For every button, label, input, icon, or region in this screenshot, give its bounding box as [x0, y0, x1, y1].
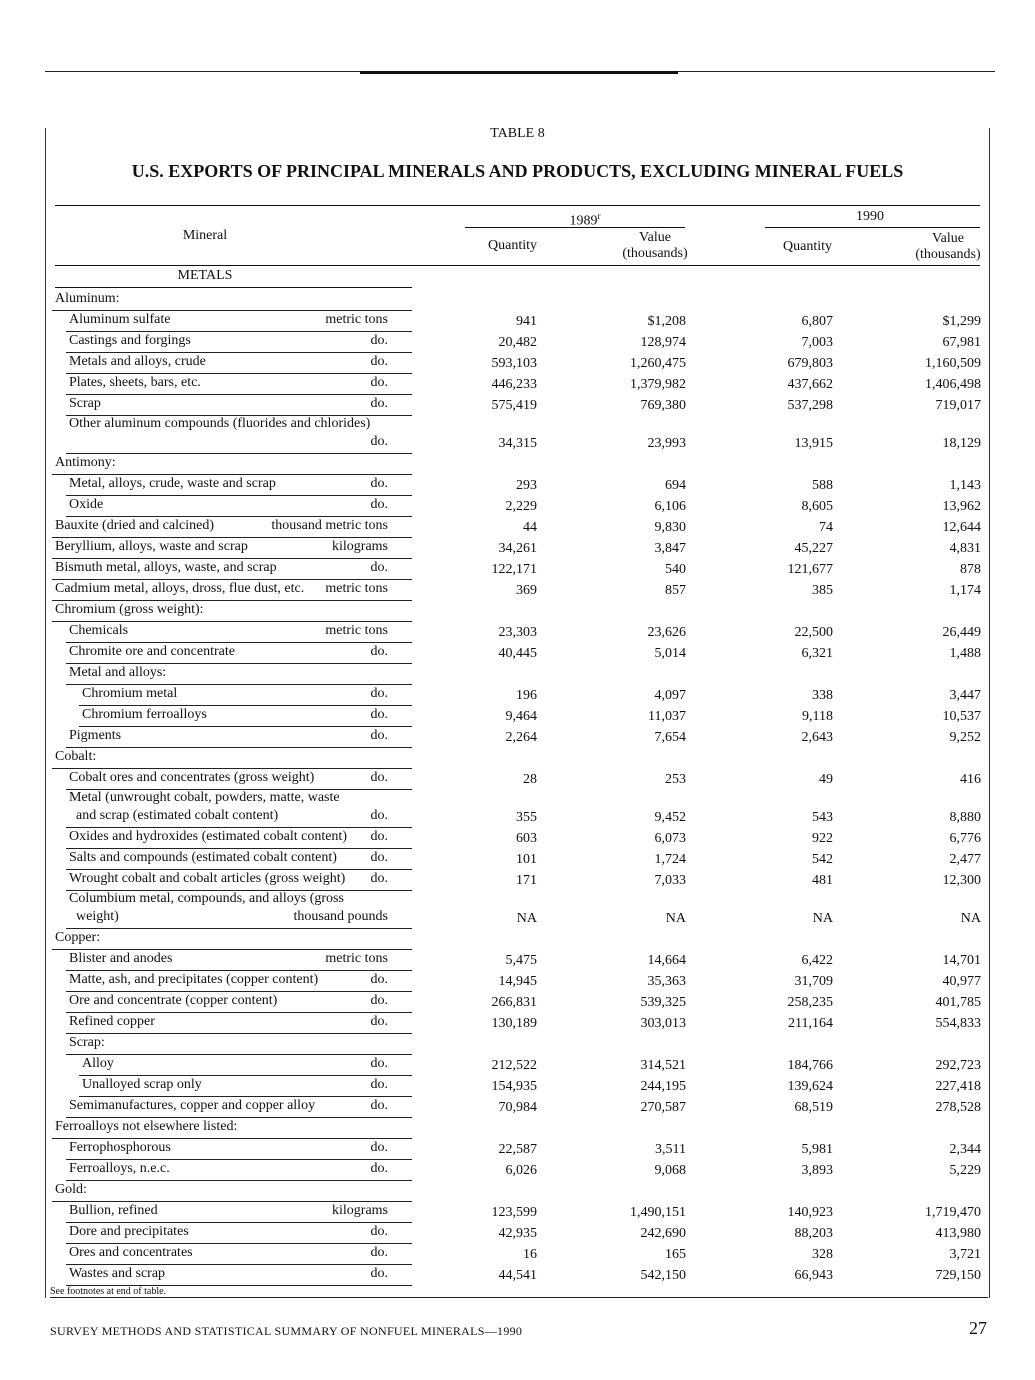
metals-rule: [55, 287, 412, 288]
cell-quantity-1989: 154,935: [491, 1079, 537, 1094]
cell-quantity-1990: 13,915: [794, 436, 833, 451]
row-unit: thousand metric tons: [271, 518, 388, 533]
cell-value-1990: 8,880: [949, 810, 981, 825]
row-unit: do.: [370, 1161, 388, 1176]
row-unit: do.: [370, 1056, 388, 1071]
cell-value-1989: 3,511: [655, 1142, 686, 1157]
row-label: Metal and alloys:: [69, 665, 167, 680]
table-row: [0, 290, 1035, 311]
row-label-continued: weight): [76, 909, 119, 924]
cell-value-1990: 413,980: [935, 1226, 981, 1241]
row-unit: do.: [370, 1224, 388, 1239]
table-title: U.S. EXPORTS OF PRINCIPAL MINERALS AND PRODUCTS, EXCLUDING MINERAL FUELS: [131, 161, 904, 181]
row-label: Antimony:: [55, 455, 116, 470]
row-label: Chromium (gross weight):: [55, 602, 204, 617]
row-label: Gold:: [55, 1182, 87, 1197]
cell-quantity-1990: 31,709: [794, 974, 833, 989]
cell-quantity-1989: 130,189: [491, 1016, 537, 1031]
cell-value-1989: $1,208: [647, 314, 686, 329]
cell-value-1990: 1,719,470: [925, 1205, 981, 1220]
cell-value-1990: 1,160,509: [925, 356, 981, 371]
cell-quantity-1989: 101: [516, 852, 537, 867]
cell-quantity-1989: 123,599: [491, 1205, 537, 1220]
cell-quantity-1989: 266,831: [491, 995, 537, 1010]
row-unit: do.: [370, 434, 388, 449]
row-label: Unalloyed scrap only: [82, 1077, 202, 1092]
cell-value-1990: 1,143: [949, 478, 981, 493]
row-unit: do.: [370, 850, 388, 865]
cell-quantity-1989: 5,475: [505, 953, 537, 968]
cell-quantity-1990: 45,227: [794, 541, 833, 556]
cell-value-1989: 6,073: [654, 831, 686, 846]
cell-quantity-1990: 588: [812, 478, 833, 493]
cell-quantity-1989: 42,935: [498, 1226, 537, 1241]
cell-value-1990: 729,150: [935, 1268, 981, 1283]
row-label: Blister and anodes: [69, 951, 173, 966]
cell-quantity-1990: 74: [819, 520, 833, 535]
row-unit: do.: [370, 1140, 388, 1155]
cell-quantity-1989: 369: [516, 583, 537, 598]
row-unit: do.: [370, 396, 388, 411]
cell-quantity-1989: 70,984: [498, 1100, 537, 1115]
cell-value-1989: 128,974: [640, 335, 686, 350]
table-row: [0, 496, 1035, 517]
cell-value-1989: 9,068: [654, 1163, 686, 1178]
cell-quantity-1989: 22,587: [498, 1142, 537, 1157]
row-unit: do.: [370, 354, 388, 369]
cell-value-1990: $1,299: [942, 314, 981, 329]
table-row: [0, 1076, 1035, 1097]
header-year-1989: 1989$^r$: [569, 211, 601, 229]
row-label: Scrap:: [69, 1035, 105, 1050]
table-row: [0, 538, 1035, 559]
row-label: Aluminum:: [55, 291, 120, 306]
cell-quantity-1990: 22,500: [794, 625, 833, 640]
cell-value-1990: 4,831: [949, 541, 981, 556]
header-top-rule: [55, 205, 980, 206]
cell-quantity-1990: 140,923: [787, 1205, 833, 1220]
row-unit: do.: [370, 707, 388, 722]
cell-quantity-1990: 9,118: [802, 709, 833, 724]
table-row: [0, 1013, 1035, 1034]
page-number: 27: [969, 1318, 987, 1338]
cell-value-1990: 401,785: [935, 995, 981, 1010]
table-row: [0, 664, 1035, 685]
cell-value-1990: 719,017: [935, 398, 981, 413]
cell-quantity-1990: 139,624: [787, 1079, 833, 1094]
cell-value-1989: 9,452: [654, 810, 686, 825]
running-footer: SURVEY METHODS AND STATISTICAL SUMMARY OF NONFUEL MINERALS—1990: [50, 1324, 523, 1338]
row-label: Ferrophosphorous: [69, 1140, 171, 1155]
cell-quantity-1989: 23,303: [498, 625, 537, 640]
row-unit: do.: [370, 993, 388, 1008]
cell-value-1989: 3,847: [654, 541, 686, 556]
header-year-1990: 1990: [856, 209, 884, 224]
cell-value-1989: 165: [665, 1247, 686, 1262]
table-row: [0, 622, 1035, 643]
table-row: [0, 559, 1035, 580]
cell-value-1989: 11,037: [648, 709, 686, 724]
cell-quantity-1990: 328: [812, 1247, 833, 1262]
cell-value-1990: 1,406,498: [925, 377, 981, 392]
header-value-1989: Value (thousands): [622, 230, 688, 261]
table-row: [0, 643, 1035, 664]
row-unit: do.: [370, 375, 388, 390]
cell-value-1990: 18,129: [942, 436, 981, 451]
cell-quantity-1990: 679,803: [787, 356, 833, 371]
row-unit: do.: [370, 972, 388, 987]
cell-value-1990: 227,418: [935, 1079, 981, 1094]
row-unit: do.: [370, 644, 388, 659]
cell-quantity-1989: 44,541: [498, 1268, 537, 1283]
table-row: [0, 950, 1035, 971]
row-label: Beryllium, alloys, waste and scrap: [55, 539, 248, 554]
table-row: [0, 1139, 1035, 1160]
cell-value-1989: 539,325: [640, 995, 686, 1010]
cell-value-1989: 6,106: [654, 499, 686, 514]
row-unit: do.: [370, 1014, 388, 1029]
table-row: [0, 332, 1035, 353]
cell-quantity-1990: 211,164: [788, 1016, 833, 1031]
cell-value-1990: 416: [960, 772, 981, 787]
table-row: [0, 374, 1035, 395]
row-unit: metric tons: [325, 951, 388, 966]
cell-value-1990: 1,174: [949, 583, 981, 598]
top-bar: [360, 71, 678, 74]
row-label: Wastes and scrap: [69, 1266, 166, 1281]
row-unit: do.: [370, 476, 388, 491]
cell-value-1989: 23,993: [647, 436, 686, 451]
cell-value-1989: 270,587: [640, 1100, 686, 1115]
row-label: Copper:: [55, 930, 101, 945]
section-metals: METALS: [177, 268, 233, 283]
cell-quantity-1990: 184,766: [787, 1058, 833, 1073]
cell-quantity-1990: 385: [812, 583, 833, 598]
cell-value-1990: NA: [960, 911, 981, 926]
cell-quantity-1990: 338: [812, 688, 833, 703]
cell-value-1990: 292,723: [935, 1058, 981, 1073]
header-mineral: Mineral: [182, 228, 228, 243]
row-unit: do.: [370, 1098, 388, 1113]
cell-value-1989: 303,013: [640, 1016, 686, 1031]
cell-quantity-1990: NA: [812, 911, 833, 926]
table-row: [0, 416, 1035, 454]
table-row: [0, 727, 1035, 748]
cell-value-1990: 9,252: [949, 730, 981, 745]
row-label: Ferroalloys not elsewhere listed:: [55, 1119, 238, 1134]
header-quantity-1990: Quantity: [783, 239, 832, 254]
cell-value-1989: 253: [665, 772, 686, 787]
cell-value-1989: 540: [665, 562, 686, 577]
row-label: Bullion, refined: [69, 1203, 158, 1218]
row-label: Refined copper: [69, 1014, 155, 1029]
row-label: Cadmium metal, alloys, dross, flue dust, etc.: [55, 581, 305, 596]
cell-quantity-1990: 543: [812, 810, 833, 825]
cell-quantity-1989: 34,315: [498, 436, 537, 451]
row-unit: do.: [370, 829, 388, 844]
cell-value-1989: 9,830: [654, 520, 686, 535]
cell-quantity-1990: 49: [819, 772, 833, 787]
row-unit: do.: [370, 333, 388, 348]
cell-quantity-1989: 40,445: [498, 646, 537, 661]
cell-quantity-1989: 9,464: [505, 709, 537, 724]
cell-quantity-1989: 16: [523, 1247, 537, 1262]
row-label: Metal (unwrought cobalt, powders, matte, waste: [69, 790, 340, 805]
row-unit: do.: [370, 1245, 388, 1260]
row-label: Oxides and hydroxides (estimated cobalt content): [69, 829, 347, 844]
table-row: [0, 517, 1035, 538]
row-label: Cobalt:: [55, 749, 97, 764]
row-label: Wrought cobalt and cobalt articles (gross weight): [69, 871, 346, 886]
table-row: [0, 580, 1035, 601]
cell-quantity-1990: 8,605: [801, 499, 833, 514]
row-label: Plates, sheets, bars, etc.: [69, 375, 201, 390]
cell-value-1989: 14,664: [647, 953, 686, 968]
row-label: Scrap: [69, 396, 101, 411]
cell-value-1990: 2,477: [949, 852, 981, 867]
table-row: [0, 454, 1035, 475]
cell-quantity-1990: 437,662: [787, 377, 833, 392]
row-label: Semimanufactures, copper and copper alloy: [69, 1098, 316, 1113]
table-row: [0, 395, 1035, 416]
row-unit: do.: [370, 770, 388, 785]
cell-value-1989: 314,521: [640, 1058, 686, 1073]
cell-quantity-1989: 593,103: [491, 356, 537, 371]
cell-value-1989: 7,654: [654, 730, 686, 745]
cell-quantity-1989: 28: [523, 772, 537, 787]
cell-value-1989: 857: [665, 583, 686, 598]
row-unit: thousand pounds: [293, 909, 388, 924]
header-quantity-1989: Quantity: [488, 238, 537, 253]
cell-value-1989: 7,033: [654, 873, 686, 888]
cell-quantity-1989: NA: [516, 911, 537, 926]
cell-value-1989: 5,014: [654, 646, 686, 661]
row-unit: metric tons: [325, 581, 388, 596]
row-label: Oxide: [69, 497, 104, 512]
table-row: [0, 685, 1035, 706]
cell-value-1989: 542,150: [640, 1268, 686, 1283]
row-label: Alloy: [82, 1056, 114, 1071]
table-label: TABLE 8: [490, 126, 545, 141]
cell-quantity-1989: 196: [516, 688, 537, 703]
cell-value-1989: 1,260,475: [630, 356, 686, 371]
cell-quantity-1990: 6,321: [801, 646, 833, 661]
cell-value-1989: 769,380: [640, 398, 686, 413]
cell-value-1990: 40,977: [942, 974, 981, 989]
table-row: [0, 929, 1035, 950]
table-row: [0, 601, 1035, 622]
cell-value-1990: 6,776: [949, 831, 981, 846]
table-row: [0, 475, 1035, 496]
row-label-continued: and scrap (estimated cobalt content): [76, 808, 279, 823]
cell-value-1989: 694: [665, 478, 686, 493]
row-unit: metric tons: [325, 312, 388, 327]
row-label: Cobalt ores and concentrates (gross weight): [69, 770, 315, 785]
cell-value-1989: 1,490,151: [630, 1205, 686, 1220]
row-label: Metal, alloys, crude, waste and scrap: [69, 476, 276, 491]
table-row: [0, 1118, 1035, 1139]
cell-value-1990: 2,344: [949, 1142, 981, 1157]
cell-quantity-1989: 34,261: [498, 541, 537, 556]
cell-quantity-1989: 14,945: [498, 974, 537, 989]
cell-quantity-1989: 2,229: [505, 499, 537, 514]
cell-quantity-1989: 44: [523, 520, 537, 535]
row-label: Chromite ore and concentrate: [69, 644, 235, 659]
row-label: Bauxite (dried and calcined): [55, 518, 214, 533]
cell-value-1990: 12,300: [942, 873, 981, 888]
row-label: Castings and forgings: [69, 333, 191, 348]
cell-value-1989: NA: [665, 911, 686, 926]
cell-value-1989: 242,690: [640, 1226, 686, 1241]
table-row: [0, 849, 1035, 870]
cell-quantity-1989: 20,482: [498, 335, 537, 350]
row-unit: do.: [370, 560, 388, 575]
cell-value-1990: 10,537: [942, 709, 981, 724]
cell-quantity-1990: 481: [812, 873, 833, 888]
cell-quantity-1990: 537,298: [787, 398, 833, 413]
cell-quantity-1990: 258,235: [787, 995, 833, 1010]
cell-value-1990: 278,528: [935, 1100, 981, 1115]
cell-quantity-1990: 2,643: [801, 730, 833, 745]
row-unit: do.: [370, 1266, 388, 1281]
row-unit: do.: [370, 871, 388, 886]
cell-value-1990: 14,701: [942, 953, 981, 968]
table-row: [0, 706, 1035, 727]
cell-value-1990: 67,981: [942, 335, 981, 350]
cell-quantity-1990: 6,807: [801, 314, 833, 329]
cell-quantity-1989: 603: [516, 831, 537, 846]
row-label: Metals and alloys, crude: [69, 354, 206, 369]
header-bottom-rule: [55, 265, 980, 266]
row-label: Chromium ferroalloys: [82, 707, 207, 722]
table-row: [0, 971, 1035, 992]
cell-quantity-1989: 122,171: [491, 562, 537, 577]
cell-value-1989: 1,724: [654, 852, 686, 867]
row-unit: kilograms: [332, 1203, 388, 1218]
cell-value-1990: 26,449: [942, 625, 981, 640]
cell-quantity-1989: 355: [516, 810, 537, 825]
cell-value-1990: 12,644: [942, 520, 981, 535]
row-label: Chromium metal: [82, 686, 178, 701]
row-unit: do.: [370, 728, 388, 743]
footnote: See footnotes at end of table.: [50, 1286, 167, 1297]
footer-rule: [50, 1297, 988, 1298]
cell-quantity-1989: 446,233: [491, 377, 537, 392]
table-row: [0, 1244, 1035, 1265]
table-row: [0, 1265, 1035, 1286]
table-row: [0, 769, 1035, 790]
row-label: Ores and concentrates: [69, 1245, 193, 1260]
cell-quantity-1990: 88,203: [794, 1226, 833, 1241]
row-label: Chemicals: [69, 623, 129, 638]
cell-value-1989: 1,379,982: [630, 377, 686, 392]
table-row: [0, 1160, 1035, 1181]
table-row: [0, 353, 1035, 374]
cell-quantity-1990: 6,422: [801, 953, 833, 968]
cell-value-1990: 13,962: [942, 499, 981, 514]
table-row: [0, 1223, 1035, 1244]
row-label: Aluminum sulfate: [69, 312, 171, 327]
cell-quantity-1989: 293: [516, 478, 537, 493]
cell-value-1989: 244,195: [640, 1079, 686, 1094]
cell-value-1990: 3,447: [949, 688, 981, 703]
cell-value-1990: 878: [960, 562, 981, 577]
cell-quantity-1990: 7,003: [801, 335, 833, 350]
row-label: Other aluminum compounds (fluorides and chlorides): [69, 416, 371, 431]
row-label: Dore and precipitates: [69, 1224, 189, 1239]
cell-value-1990: 1,488: [949, 646, 981, 661]
row-label: Matte, ash, and precipitates (copper content): [69, 972, 319, 987]
table-row: [0, 311, 1035, 332]
row-label: Pigments: [69, 728, 122, 743]
cell-value-1990: 5,229: [949, 1163, 981, 1178]
table-row: [0, 1055, 1035, 1076]
cell-quantity-1990: 542: [812, 852, 833, 867]
cell-quantity-1990: 922: [812, 831, 833, 846]
cell-quantity-1989: 2,264: [505, 730, 537, 745]
row-unit: do.: [370, 686, 388, 701]
cell-quantity-1990: 66,943: [794, 1268, 833, 1283]
cell-value-1989: 4,097: [654, 688, 686, 703]
table-row: [0, 748, 1035, 769]
header-value-1990: Value (thousands): [915, 231, 981, 262]
row-unit: do.: [370, 1077, 388, 1092]
table-row: [0, 828, 1035, 849]
cell-value-1989: 35,363: [647, 974, 686, 989]
cell-quantity-1990: 3,893: [801, 1163, 833, 1178]
row-label: Ferroalloys, n.e.c.: [69, 1161, 170, 1176]
cell-quantity-1990: 121,677: [787, 562, 833, 577]
table-row: [0, 1202, 1035, 1223]
table-row: [0, 1181, 1035, 1202]
cell-quantity-1989: 6,026: [505, 1163, 537, 1178]
cell-quantity-1990: 68,519: [794, 1100, 833, 1115]
cell-quantity-1989: 941: [516, 314, 537, 329]
row-label: Bismuth metal, alloys, waste, and scrap: [55, 560, 277, 575]
year2-rule: [765, 227, 980, 228]
table-row: [0, 1097, 1035, 1118]
cell-quantity-1990: 5,981: [801, 1142, 833, 1157]
table-row: [0, 790, 1035, 828]
row-unit: do.: [370, 808, 388, 823]
row-unit: metric tons: [325, 623, 388, 638]
cell-value-1990: 554,833: [935, 1016, 981, 1031]
cell-quantity-1989: 171: [516, 873, 537, 888]
row-label: Ore and concentrate (copper content): [69, 993, 278, 1008]
table-row: [0, 870, 1035, 891]
table-row: [0, 1034, 1035, 1055]
table-row: [0, 891, 1035, 929]
row-label: Columbium metal, compounds, and alloys (gross: [69, 891, 344, 906]
cell-quantity-1989: 575,419: [491, 398, 537, 413]
table-row: [0, 992, 1035, 1013]
cell-value-1989: 23,626: [647, 625, 686, 640]
cell-value-1990: 3,721: [949, 1247, 981, 1262]
row-unit: do.: [370, 497, 388, 512]
cell-quantity-1989: 212,522: [491, 1058, 537, 1073]
row-label: Salts and compounds (estimated cobalt content): [69, 850, 337, 865]
row-unit: kilograms: [332, 539, 388, 554]
